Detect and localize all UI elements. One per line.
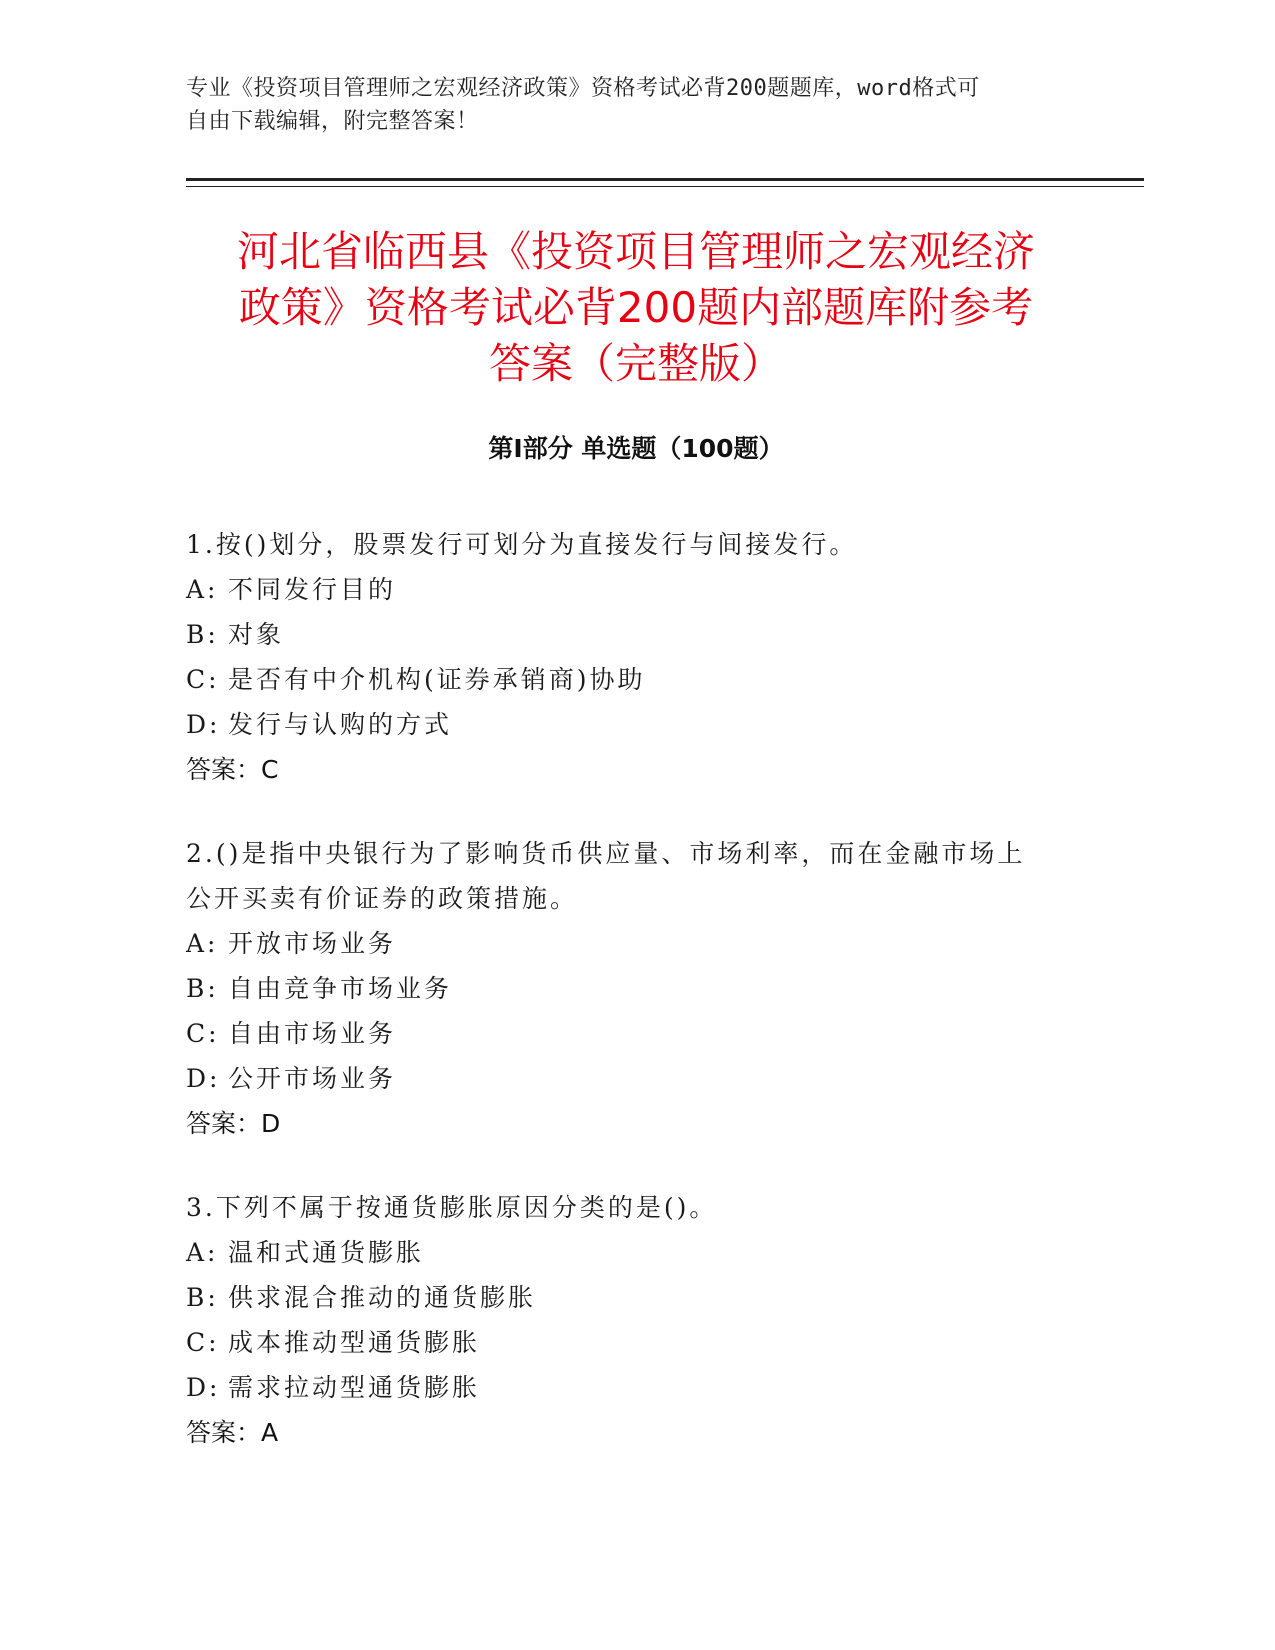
answer-line: 答案：D — [186, 1109, 281, 1138]
option-b — [186, 1275, 1086, 1320]
option-text: 开放市场业务 — [228, 929, 397, 958]
option-letter: A: — [186, 1238, 219, 1267]
option-letter: B: — [186, 974, 219, 1003]
option-a — [186, 921, 1086, 966]
option-letter: A: — [186, 575, 219, 604]
option-letter: B: — [186, 620, 219, 649]
section-title: 第Ⅰ部分 单选题（100题） — [488, 434, 784, 463]
option-letter: C: — [186, 665, 220, 694]
option-a — [186, 1230, 1086, 1275]
option-letter: C: — [186, 1328, 220, 1357]
option-a — [186, 567, 1086, 612]
option-letter: A: — [186, 929, 219, 958]
option-text: 对象 — [228, 620, 285, 649]
option-c — [186, 1011, 1086, 1056]
option-b — [186, 612, 1086, 657]
header-note — [186, 72, 1086, 138]
option-letter: B: — [186, 1283, 219, 1312]
question-2 — [186, 831, 1086, 1146]
header-note-line-1: 专业《投资项目管理师之宏观经济政策》资格考试必背200题题库，word格式可 — [186, 76, 980, 101]
option-d — [186, 702, 1086, 747]
question-text: 1.按()划分，股票发行可划分为直接发行与间接发行。 — [186, 530, 858, 559]
header-divider-thin — [186, 186, 1144, 187]
question-text: 3.下列不属于按通货膨胀原因分类的是()。 — [186, 1193, 718, 1222]
option-text: 温和式通货膨胀 — [228, 1238, 425, 1267]
option-text: 是否有中介机构(证券承销商)协助 — [228, 665, 646, 694]
header-divider-thick — [186, 178, 1144, 181]
question-1 — [186, 522, 1086, 792]
option-letter: D: — [186, 1064, 221, 1093]
document-title-line-3: 答案（完整版） — [488, 339, 783, 388]
option-b — [186, 966, 1086, 1011]
option-letter: D: — [186, 710, 221, 739]
question-text-line-1: 2.()是指中央银行为了影响货币供应量、市场利率，而在金融市场上 — [186, 839, 1026, 868]
option-text: 需求拉动型通货膨胀 — [228, 1373, 481, 1402]
question-text-line-2: 公开买卖有价证券的政策措施。 — [186, 884, 579, 913]
option-text: 发行与认购的方式 — [228, 710, 453, 739]
document-title-line-1: 河北省临西县《投资项目管理师之宏观经济 — [236, 227, 1035, 276]
option-d — [186, 1056, 1086, 1101]
answer-line: 答案：A — [186, 1418, 279, 1447]
option-text: 供求混合推动的通货膨胀 — [228, 1283, 537, 1312]
option-letter: D: — [186, 1373, 221, 1402]
answer-line: 答案：C — [186, 755, 279, 784]
document-title-line-2: 政策》资格考试必背200题内部题库附参考 — [238, 283, 1034, 332]
option-text: 不同发行目的 — [228, 575, 397, 604]
option-text: 成本推动型通货膨胀 — [228, 1328, 481, 1357]
question-3 — [186, 1185, 1086, 1455]
option-c — [186, 657, 1086, 702]
option-text: 自由竞争市场业务 — [228, 974, 453, 1003]
option-letter: C: — [186, 1019, 220, 1048]
option-text: 自由市场业务 — [228, 1019, 397, 1048]
header-note-line-2: 自由下载编辑，附完整答案！ — [186, 109, 479, 134]
document-title — [186, 224, 1086, 392]
option-d — [186, 1365, 1086, 1410]
question-list — [186, 522, 1086, 1494]
option-c — [186, 1320, 1086, 1365]
option-text: 公开市场业务 — [228, 1064, 397, 1093]
